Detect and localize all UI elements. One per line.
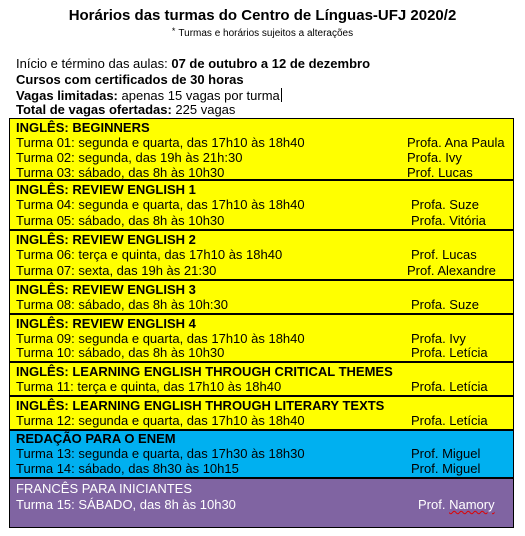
turma-text: Turma 12: segunda e quarta, das 17h10 às 18h40 (16, 413, 305, 428)
turma-text: Turma 08: sábado, das 8h às 10h:30 (16, 297, 228, 312)
table-row (16, 165, 507, 181)
course-title: INGLÊS: LEARNING ENGLISH THROUGH CRITICAL THEMES (16, 364, 393, 379)
course-block-beginners (9, 118, 514, 180)
course-title: INGLÊS: REVIEW ENGLISH 2 (16, 232, 196, 247)
table-row (16, 263, 507, 279)
certificates-text: Cursos com certificados de 30 horas (16, 72, 244, 87)
course-title: INGLÊS: BEGINNERS (16, 120, 150, 135)
course-title: INGLÊS: REVIEW ENGLISH 1 (16, 182, 196, 197)
course-block-frances (9, 478, 514, 528)
course-title: INGLÊS: REVIEW ENGLISH 3 (16, 282, 196, 297)
professor-name: Profa. Ana Paula (407, 135, 505, 150)
professor-surname: Namory (449, 497, 495, 512)
table-row (16, 135, 507, 151)
dates-value: 07 de outubro a 12 de dezembro (171, 56, 371, 71)
text-cursor (281, 88, 282, 102)
turma-text: Turma 07: sexta, das 19h às 21:30 (16, 263, 217, 278)
turma-text: Turma 01: segunda e quarta, das 17h10 às 18h40 (16, 135, 305, 150)
professor-name: Prof. Lucas (411, 247, 477, 262)
table-row (16, 247, 507, 263)
course-block-critical-themes (9, 362, 514, 396)
professor-name: Profa. Suze (411, 297, 479, 312)
turma-text: Turma 04: segunda e quarta, das 17h10 às 18h40 (16, 197, 305, 212)
course-block-review-4 (9, 314, 514, 362)
course-block-literary-texts (9, 396, 514, 430)
table-row (16, 150, 507, 166)
turma-text: Turma 13: segunda e quarta, das 17h30 às 18h30 (16, 446, 305, 461)
course-title: REDAÇÃO PARA O ENEM (16, 431, 176, 446)
professor-name: Profa. Suze (411, 197, 479, 212)
table-row (16, 446, 507, 462)
course-block-review-2 (9, 230, 514, 280)
turma-text: Turma 05: sábado, das 8h às 10h30 (16, 213, 225, 228)
info-certificates (16, 72, 244, 88)
course-title: FRANCÊS PARA INICIANTES (16, 481, 193, 496)
limited-value: apenas 15 vagas por turma (117, 88, 280, 103)
page-subtitle (0, 26, 525, 39)
info-dates (16, 56, 370, 72)
professor-prefix: Prof. (418, 497, 450, 512)
turma-text: Turma 06: terça e quinta, das 17h10 às 18h40 (16, 247, 283, 262)
professor-name: Profa. Vitória (411, 213, 486, 228)
table-row (16, 345, 507, 361)
turma-text: Turma 11: terça e quinta, das 17h10 às 18h40 (16, 379, 282, 394)
turma-text: Turma 09: segunda e quarta, das 17h10 às 18h40 (16, 331, 305, 346)
professor-name: Profa. Letícia (411, 379, 488, 394)
professor-name: Profa. Ivy (411, 331, 466, 346)
info-total (16, 102, 235, 118)
professor-name: Profa. Ivy (407, 150, 462, 165)
page-title: Horários das turmas do Centro de Línguas-UFJ 2020/2 (68, 7, 457, 24)
course-title: INGLÊS: LEARNING ENGLISH THROUGH LITERARY TEXTS (16, 398, 385, 413)
turma-text: Turma 03: sábado, das 8h às 10h30 (16, 165, 225, 180)
total-value: 225 vagas (171, 102, 236, 117)
table-row (16, 461, 507, 477)
table-row (16, 379, 507, 395)
table-row (16, 213, 507, 229)
professor-name (418, 497, 495, 512)
turma-text: Turma 02: segunda, das 19h às 21h:30 (16, 150, 243, 165)
professor-name: Prof. Lucas (407, 165, 473, 180)
professor-name: Prof. Miguel (411, 446, 481, 461)
table-row (16, 297, 507, 313)
note-text: Turmas e horários sujeitos a alterações (178, 28, 354, 39)
course-block-redacao (9, 430, 514, 478)
turma-text: Turma 15: SÁBADO, das 8h às 10h30 (16, 497, 236, 512)
table-row (16, 413, 507, 429)
course-block-review-1 (9, 180, 514, 230)
professor-name: Prof. Miguel (411, 461, 481, 476)
course-block-review-3 (9, 280, 514, 314)
dates-label: Início e término das aulas: (16, 56, 172, 71)
turma-text: Turma 14: sábado, das 8h30 às 10h15 (16, 461, 239, 476)
professor-name: Profa. Letícia (411, 345, 488, 360)
course-title: INGLÊS: REVIEW ENGLISH 4 (16, 316, 196, 331)
turma-text: Turma 10: sábado, das 8h às 10h30 (16, 345, 225, 360)
professor-name: Profa. Letícia (411, 413, 488, 428)
limited-label: Vagas limitadas: (16, 88, 118, 103)
total-label: Total de vagas ofertadas: (16, 102, 172, 117)
note-marker: * (171, 26, 176, 36)
table-row (16, 197, 507, 213)
professor-name: Prof. Alexandre (407, 263, 496, 278)
table-row (16, 497, 507, 513)
